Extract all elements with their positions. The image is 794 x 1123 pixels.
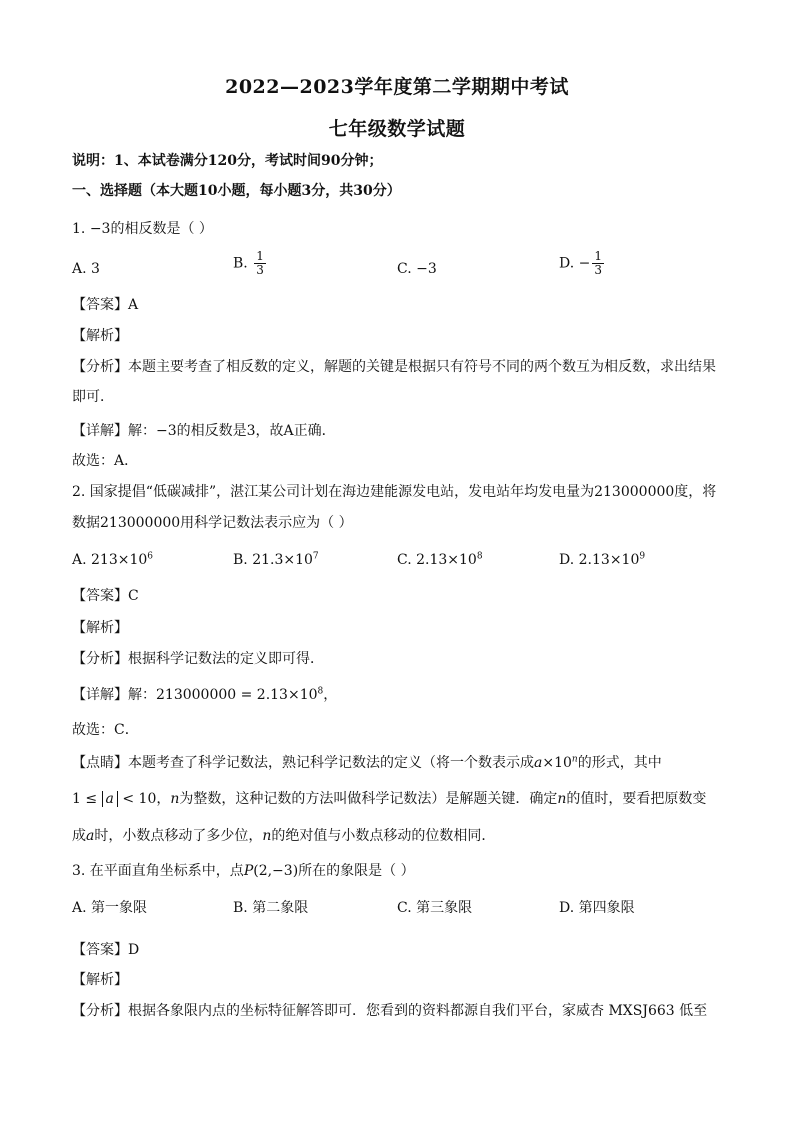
math-expression: 2.13×10	[416, 552, 477, 568]
option-label: A.	[72, 552, 87, 568]
q2-answer: 【答案】C	[72, 588, 139, 604]
question-3-stem	[72, 860, 732, 882]
q2-remark-line-2	[72, 788, 732, 810]
math-expression: −3	[416, 261, 437, 277]
q1-option-c	[397, 258, 437, 280]
q2-option-a	[72, 549, 153, 571]
fraction-numerator: 1	[256, 249, 264, 263]
option-label: C.	[397, 552, 412, 568]
q2-option-c	[397, 549, 483, 571]
fraction	[254, 250, 266, 277]
q1-option-a: A. 3	[72, 261, 100, 277]
q1-conclusion: 故选：A．	[72, 453, 139, 469]
section-heading: 一、选择题（本大题10小题，每小题3分，共30分）	[72, 183, 401, 199]
q2-detail	[72, 684, 732, 706]
q3-option-b: B. 第二象限	[233, 900, 309, 916]
q1-option-d	[559, 250, 606, 277]
q2-analysis-heading: 【解析】	[72, 620, 128, 636]
remark-text: 时，小数点移动了多少位，	[94, 828, 263, 844]
q2-analysis: 【分析】根据科学记数法的定义即可得．	[72, 651, 324, 667]
q1-analysis-line-1: 【分析】本题主要考查了相反数的定义，解题的关键是根据只有符号不同的两个数互为相反数，求出结果	[72, 359, 716, 375]
math-expression: ×10	[542, 755, 572, 771]
math-expression: < 10，	[122, 791, 171, 807]
exponent: 8	[476, 551, 483, 562]
point-label: P	[243, 863, 254, 879]
detail-label: 【详解】解：	[72, 687, 156, 703]
exponent: 8	[317, 686, 324, 697]
variable-a: a	[534, 755, 543, 771]
q3-option-c: C. 第三象限	[397, 900, 473, 916]
remark-text: 的值时，要看把原数变	[566, 791, 707, 807]
option-label: B.	[233, 552, 248, 568]
q1-analysis-heading: 【解析】	[72, 328, 128, 344]
question-2-stem-line-1: 2. 国家提倡“低碳减排”，湛江某公司计划在海边建能源发电站，发电站年均发电量为213000000度，将	[72, 484, 717, 500]
exam-subtitle: 七年级数学试题	[328, 118, 466, 140]
option-label: D.	[559, 255, 575, 272]
coordinates: (2,−3)	[253, 863, 299, 879]
q3-option-a: A. 第一象限	[72, 900, 148, 916]
fraction-denominator: 3	[256, 263, 264, 277]
math-expression: 2.13×10	[578, 552, 640, 568]
q2-option-d	[559, 549, 645, 571]
question-text: 所在的象限是（ ）	[298, 863, 415, 879]
exam-title: 2022—2023学年度第二学期期中考试	[225, 76, 569, 98]
q3-analysis-heading: 【解析】	[72, 972, 128, 988]
exponent: 6	[147, 551, 154, 562]
option-label: D.	[559, 552, 575, 568]
absolute-value: a	[102, 791, 118, 807]
option-label: C.	[397, 261, 412, 277]
math-expression: 213000000 = 2.13×10	[156, 687, 318, 703]
fraction	[592, 250, 604, 277]
q3-analysis: 【分析】根据各象限内点的坐标特征解答即可．您看到的资料都源自我们平台，家威杏 MXSJ663 低至	[72, 1003, 708, 1019]
variable-n: n	[262, 828, 272, 844]
remark-text: 的形式，其中	[577, 755, 662, 771]
variable-a: a	[86, 828, 95, 844]
exponent: 9	[639, 551, 646, 562]
question-1-stem	[72, 218, 732, 240]
q2-conclusion: 故选：C．	[72, 722, 139, 738]
question-number: 1.	[72, 221, 86, 237]
math-expression: 1 ≤	[72, 791, 98, 807]
math-expression: 213×10	[91, 552, 148, 568]
remark-text: 的绝对值与小数点移动的位数相同．	[271, 828, 496, 844]
q2-remark-line-1	[72, 752, 732, 774]
option-label: B.	[233, 255, 248, 272]
minus-sign: −	[578, 255, 591, 272]
fraction-denominator: 3	[594, 263, 603, 277]
q1-answer: 【答案】A	[72, 297, 139, 313]
exponent: n	[571, 754, 578, 765]
q1-analysis-line-2: 即可．	[72, 389, 114, 405]
question-text: 的相反数是（ ）	[110, 221, 213, 237]
exam-instructions: 说明：1、本试卷满分120分，考试时间90分钟；	[72, 153, 383, 169]
q3-answer: 【答案】D	[72, 942, 140, 958]
variable-n: n	[170, 791, 180, 807]
punctuation: ，	[323, 687, 338, 703]
q2-remark-line-3	[72, 825, 732, 847]
question-2-stem-line-2: 数据213000000用科学记数法表示应为（ ）	[72, 515, 353, 531]
exponent: 7	[312, 551, 319, 562]
remark-text: 为整数，这种记数的方法叫做科学记数法）是解题关键．确定	[179, 791, 558, 807]
math-expression: −3	[89, 221, 111, 237]
q2-option-b	[233, 549, 319, 571]
remark-text: 【点睛】本题考查了科学记数法，熟记科学记数法的定义（将一个数表示成	[72, 755, 534, 771]
fraction-numerator: 1	[594, 249, 603, 263]
q3-option-d: D. 第四象限	[559, 900, 635, 916]
remark-text: 成	[72, 828, 86, 844]
variable-n: n	[557, 791, 567, 807]
q1-detail: 【详解】解：−3的相反数是3，故A正确．	[72, 423, 336, 439]
question-text: 3. 在平面直角坐标系中，点	[72, 863, 244, 879]
math-expression: 21.3×10	[252, 552, 313, 568]
q1-option-b	[233, 250, 268, 277]
